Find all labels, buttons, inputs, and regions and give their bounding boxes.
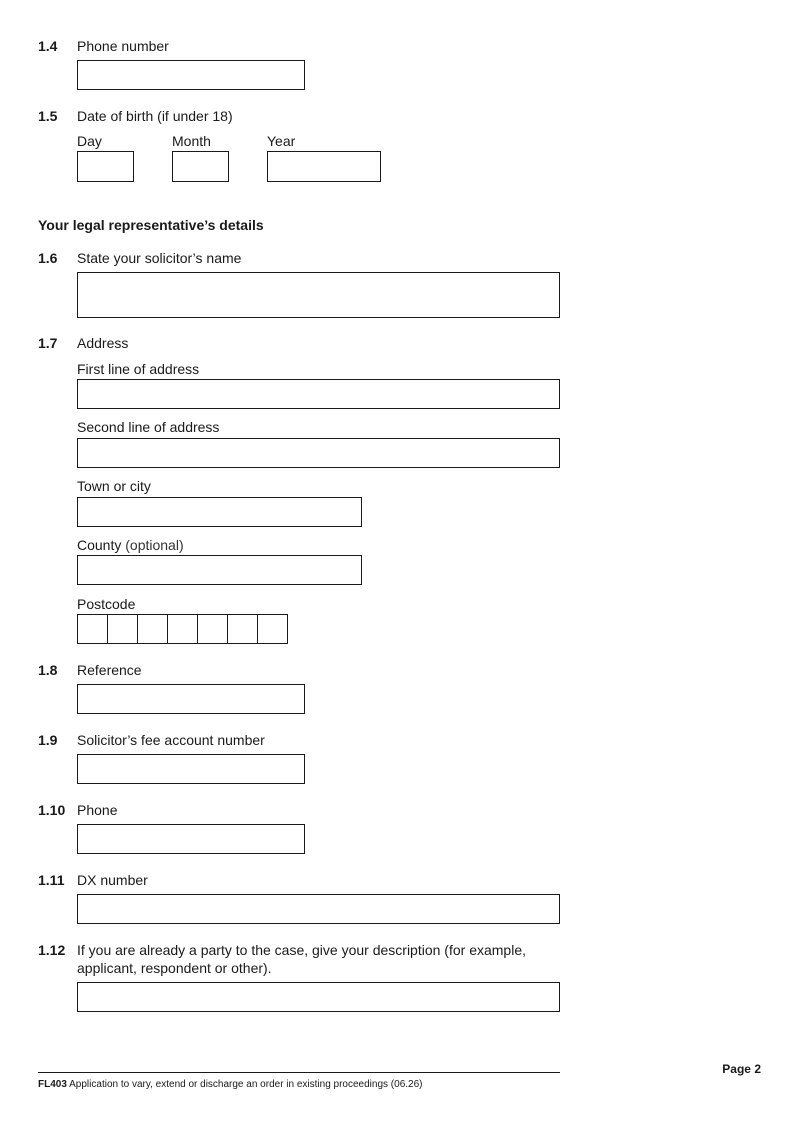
question-number-1-6: 1.6 <box>38 250 58 266</box>
dx-number-input[interactable] <box>77 894 560 924</box>
day-label: Day <box>77 133 102 149</box>
dob-year-input[interactable] <box>267 151 381 182</box>
solicitor-phone-label: Phone <box>77 802 118 818</box>
section-heading-legal-representative: Your legal representative’s details <box>38 217 264 233</box>
party-description-input[interactable] <box>77 982 560 1012</box>
town-city-input[interactable] <box>77 497 362 527</box>
party-description-label: If you are already a party to the case, give your description (for example, applicant, respondent or other). <box>77 942 527 976</box>
question-number-1-7: 1.7 <box>38 335 58 351</box>
first-line-address-input[interactable] <box>77 379 560 409</box>
dx-number-label: DX number <box>77 872 148 888</box>
postcode-cell-5[interactable] <box>197 614 228 644</box>
footer-form-title <box>38 1078 423 1092</box>
question-number-1-12: 1.12 <box>38 942 66 958</box>
postcode-cell-6[interactable] <box>227 614 258 644</box>
postcode-cell-1[interactable] <box>77 614 108 644</box>
county-label <box>77 536 184 554</box>
county-optional-hint: (optional) <box>125 537 184 553</box>
reference-label: Reference <box>77 662 142 678</box>
dob-day-input[interactable] <box>77 151 134 182</box>
solicitor-name-input[interactable] <box>77 272 560 318</box>
solicitor-name-label: State your solicitor’s name <box>77 250 242 266</box>
first-line-address-label: First line of address <box>77 361 200 377</box>
page-number: Page 2 <box>722 1062 761 1076</box>
fee-account-number-label: Solicitor’s fee account number <box>77 732 265 748</box>
postcode-cell-4[interactable] <box>167 614 198 644</box>
year-label: Year <box>267 133 296 149</box>
second-line-address-input[interactable] <box>77 438 560 468</box>
question-number-1-5: 1.5 <box>38 108 58 124</box>
address-label: Address <box>77 335 129 351</box>
town-city-label: Town or city <box>77 478 151 494</box>
postcode-cell-3[interactable] <box>137 614 168 644</box>
question-number-1-4: 1.4 <box>38 38 58 54</box>
fee-account-number-input[interactable] <box>77 754 305 784</box>
county-input[interactable] <box>77 555 362 585</box>
question-number-1-10: 1.10 <box>38 802 66 818</box>
postcode-label: Postcode <box>77 596 136 612</box>
footer-form-code: FL403 <box>38 1079 67 1090</box>
dob-month-input[interactable] <box>172 151 229 182</box>
date-of-birth-label: Date of birth (if under 18) <box>77 108 233 124</box>
postcode-cell-2[interactable] <box>107 614 138 644</box>
phone-number-label: Phone number <box>77 38 169 54</box>
reference-input[interactable] <box>77 684 305 714</box>
solicitor-phone-input[interactable] <box>77 824 305 854</box>
second-line-address-label: Second line of address <box>77 419 220 435</box>
phone-number-input[interactable] <box>77 60 305 90</box>
postcode-cell-7[interactable] <box>257 614 288 644</box>
county-label-text: County <box>77 537 122 553</box>
postcode-input-group <box>77 614 288 644</box>
question-number-1-11: 1.11 <box>38 872 65 888</box>
question-number-1-8: 1.8 <box>38 662 58 678</box>
footer-form-description: Application to vary, extend or discharge an order in existing proceedings (06.26) <box>69 1079 423 1090</box>
question-number-1-9: 1.9 <box>38 732 58 748</box>
month-label: Month <box>172 133 211 149</box>
footer-divider <box>38 1072 560 1073</box>
